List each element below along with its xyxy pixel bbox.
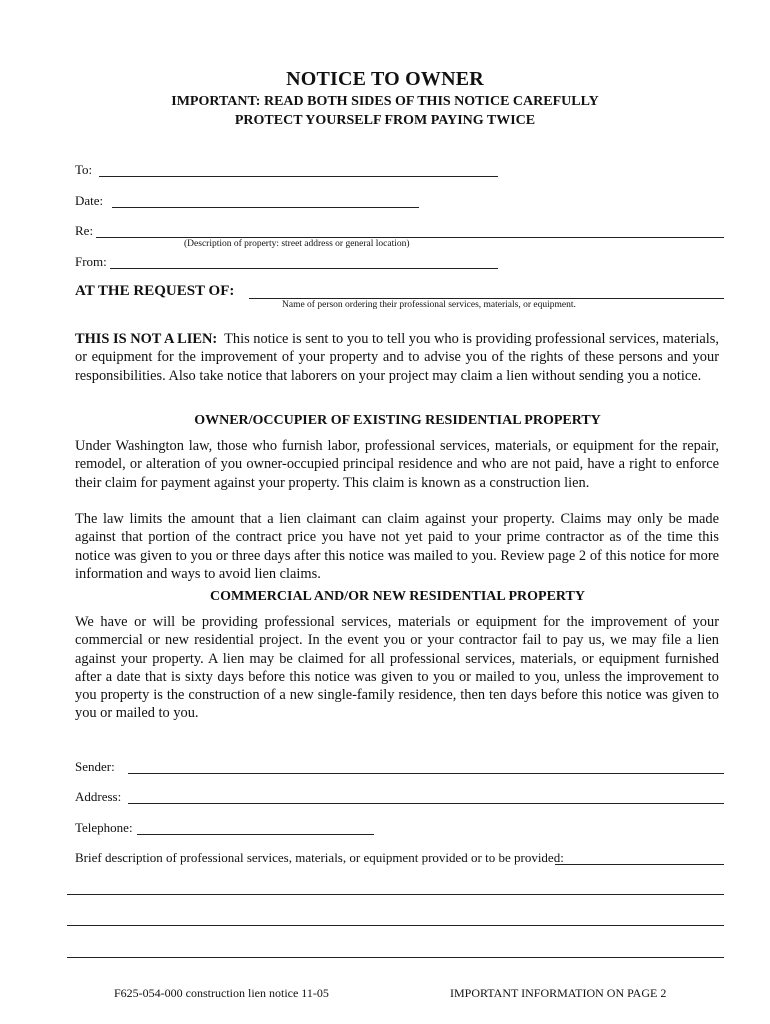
address-label: Address: — [75, 789, 122, 804]
intro-paragraph — [75, 330, 719, 385]
page-title: NOTICE TO OWNER — [286, 68, 484, 90]
telephone-label: Telephone: — [75, 820, 133, 835]
re-hint: (Description of property: street address or general location) — [184, 239, 410, 249]
description-line-2[interactable] — [67, 894, 724, 895]
address-field[interactable] — [128, 803, 724, 804]
section2-paragraph: We have or will be providing professional services, materials or equipment for the improvement of your commercial or new residential project. In the event you or your contractor fail to pay us, we may file a lien against your property. A lien may be claimed for all professional services, materials, or equipment furnished after a date that is sixty days before this notice was given to you or mailed to you, unless the improvement to you property is the construction of a new single-family residence, then ten days before this notice was given to you or mailed to you. — [75, 614, 719, 722]
not-a-lien-heading: THIS IS NOT A LIEN: — [75, 331, 218, 347]
request-field[interactable] — [249, 298, 724, 299]
page-2-note: IMPORTANT INFORMATION ON PAGE 2 — [450, 986, 667, 1000]
section1-paragraph-1: Under Washington law, those who furnish labor, professional services, materials, or equipment for the repair, remodel, or alteration of you owner-occupied principal residence and who are not paid, have a right to enforce their claim for payment against your property. This claim is known as a construction lien. — [75, 438, 719, 491]
form-id: F625-054-000 construction lien notice 11-05 — [114, 986, 329, 1000]
section-heading-commercial: COMMERCIAL AND/OR NEW RESIDENTIAL PROPERTY — [210, 589, 585, 604]
request-hint: Name of person ordering their professional services, materials, or equipment. — [282, 300, 576, 310]
description-line-3[interactable] — [67, 925, 724, 926]
to-label: To: — [75, 162, 93, 177]
description-line-4[interactable] — [67, 957, 724, 958]
request-label: AT THE REQUEST OF: — [75, 283, 235, 299]
intro-text: This notice is sent to you to tell you who is providing professional services, materials, or equipment for the improvement of your property and to advise you of the rights of these persons and your responsibilities. Also take notice that laborers on your project may claim a lien without sending you a notice. — [75, 331, 719, 384]
date-field[interactable] — [112, 207, 419, 208]
sender-label: Sender: — [75, 759, 115, 774]
section1-paragraph-2: The law limits the amount that a lien claimant can claim against your property. Claims may only be made against that portion of the contract price you have not yet paid to your prime contractor as of the time this notice was given to you or three days after this notice was mailed to you. Review page 2 of this notice for more information and ways to avoid lien claims. — [75, 511, 719, 582]
from-label: From: — [75, 254, 107, 269]
important-notice: IMPORTANT: READ BOTH SIDES OF THIS NOTICE CAREFULLY — [171, 94, 599, 109]
sender-field[interactable] — [128, 773, 724, 774]
from-field[interactable] — [110, 268, 498, 269]
description-label: Brief description of professional services, materials, or equipment provided or to be provided: — [75, 850, 564, 865]
to-field[interactable] — [99, 176, 498, 177]
description-field[interactable] — [555, 864, 724, 865]
section-heading-existing-residential: OWNER/OCCUPIER OF EXISTING RESIDENTIAL PROPERTY — [194, 413, 601, 428]
re-label: Re: — [75, 223, 94, 238]
telephone-field[interactable] — [137, 834, 374, 835]
protect-notice: PROTECT YOURSELF FROM PAYING TWICE — [234, 113, 536, 128]
re-field[interactable] — [96, 237, 724, 238]
date-label: Date: — [75, 193, 104, 208]
